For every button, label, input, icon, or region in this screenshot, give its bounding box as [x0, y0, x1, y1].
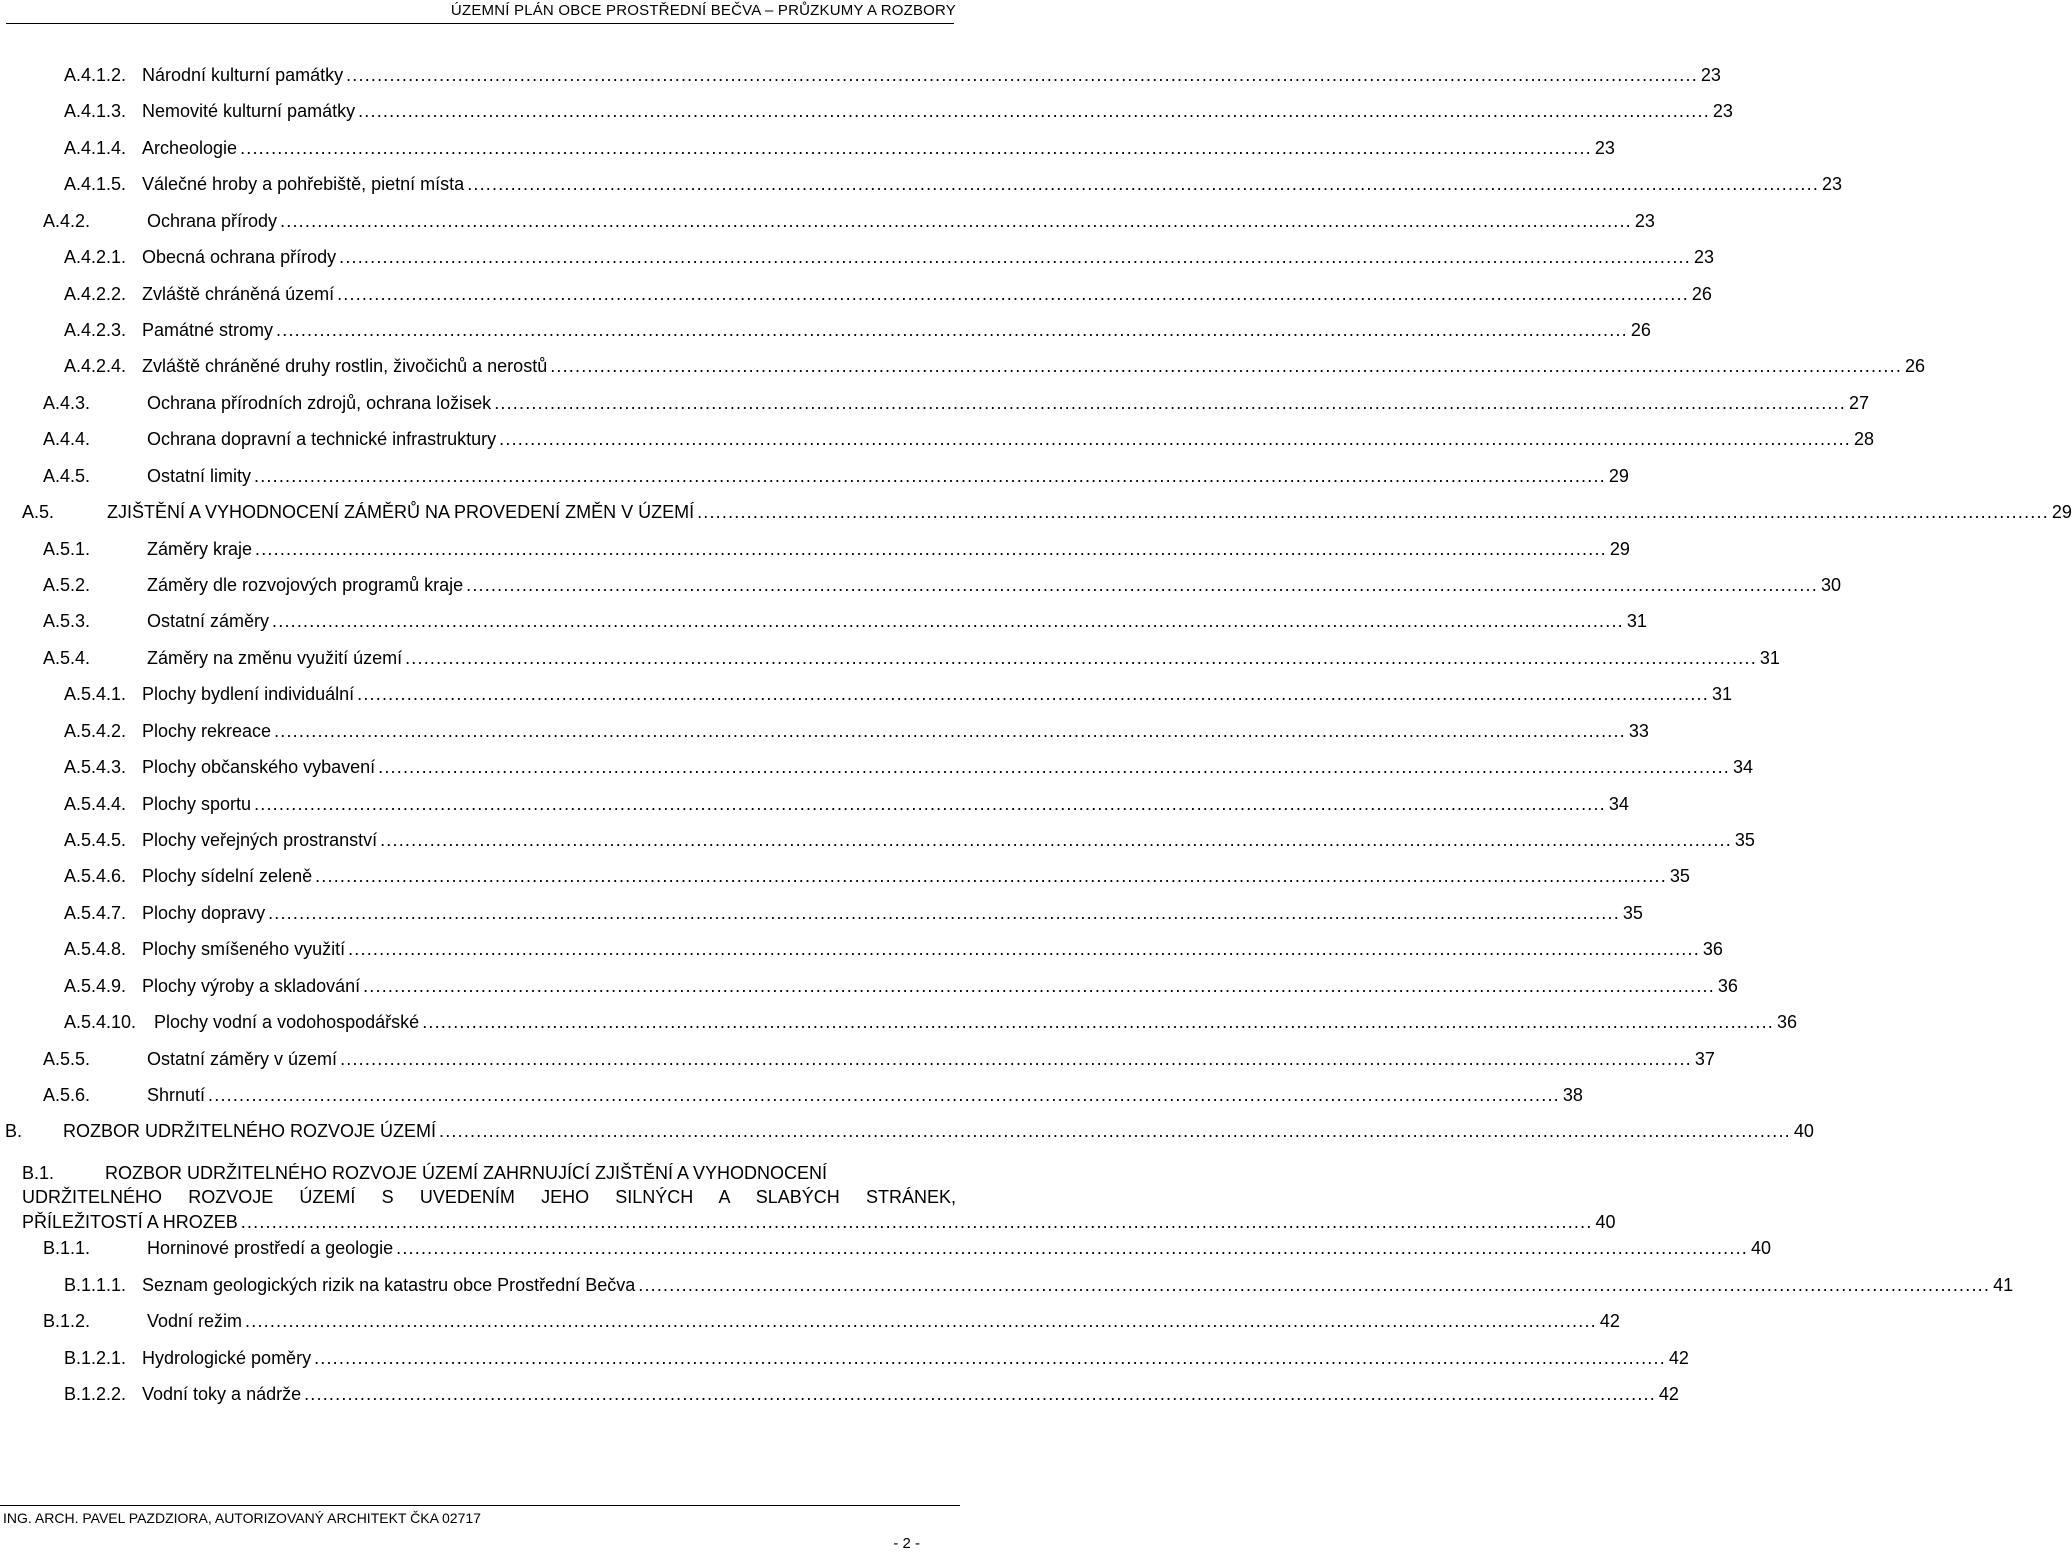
- dot-leader: ..........................................................................................................................................................................................................................: [499, 429, 1851, 449]
- toc-entry-page: 40: [1595, 1212, 1616, 1232]
- toc-entry-number: A.5.4.1.: [64, 684, 127, 704]
- toc-entry-number: A.4.2.3.: [64, 320, 127, 340]
- toc-entry-number: A.5.4.7.: [64, 903, 127, 923]
- toc-entry-title: Plochy rekreace: [142, 721, 272, 741]
- toc-entry-title: Ochrana přírodních zdrojů, ochrana ložisek: [147, 393, 492, 413]
- toc-entry[interactable]: [64, 64, 1721, 86]
- toc-entry-number: A.5.4.9.: [64, 976, 127, 996]
- toc-entry[interactable]: [43, 647, 1780, 669]
- dot-leader: ..........................................................................................................................................................................................................................: [340, 1049, 1692, 1069]
- toc-entry-number: B.: [5, 1121, 23, 1141]
- toc-entry-number: A.5.4.4.: [64, 794, 127, 814]
- toc-entry-title: Plochy smíšeného využití: [142, 939, 346, 959]
- toc-entry-number: A.4.2.2.: [64, 284, 127, 304]
- toc-entry[interactable]: [64, 100, 1733, 122]
- toc-entry-multiline[interactable]: [22, 1161, 1616, 1237]
- toc-entry-page: 29: [1609, 539, 1630, 559]
- dot-leader: ..........................................................................................................................................................................................................................: [314, 1348, 1666, 1368]
- toc-entry-page: 33: [1628, 721, 1649, 741]
- page-number: - 2 -: [893, 1535, 920, 1552]
- toc-entry[interactable]: [43, 538, 1630, 560]
- dot-leader: ..........................................................................................................................................................................................................................: [304, 1384, 1656, 1404]
- toc-entry-page: 40: [1750, 1238, 1771, 1258]
- toc-entry[interactable]: [64, 938, 1723, 960]
- toc-entry-title: Plochy výroby a skladování: [142, 976, 361, 996]
- toc-entry[interactable]: [64, 683, 1732, 705]
- toc-entry-page: 27: [1849, 393, 1870, 413]
- toc-entry-title: Plochy dopravy: [142, 903, 266, 923]
- toc-entry[interactable]: [43, 210, 1655, 232]
- toc-entry[interactable]: [43, 1048, 1715, 1070]
- toc-entry-title: ROZBOR UDRŽITELNÉHO ROZVOJE ÚZEMÍ: [63, 1121, 437, 1141]
- toc-entry-page: 23: [1700, 65, 1721, 85]
- dot-leader: ..........................................................................................................................................................................................................................: [240, 1212, 1593, 1232]
- toc-entry-number: A.4.4.: [43, 429, 91, 449]
- toc-entry-page: 36: [1717, 976, 1738, 996]
- toc-entry-number: A.4.1.3.: [64, 101, 127, 121]
- toc-entry[interactable]: [64, 975, 1738, 997]
- toc-entry-number: A.5.6.: [43, 1085, 91, 1105]
- toc-entry-title: Seznam geologických rizik na katastru obce Prostřední Bečva: [142, 1275, 636, 1295]
- toc-entry-number: A.5.4.: [43, 648, 91, 668]
- toc-entry-title: Vodní režim: [147, 1311, 243, 1331]
- toc-entry-page: 35: [1734, 830, 1755, 850]
- toc-entry-number: A.5.4.8.: [64, 939, 127, 959]
- toc-entry[interactable]: [43, 428, 1875, 450]
- dot-leader: ..........................................................................................................................................................................................................................: [467, 174, 1820, 194]
- toc-entry[interactable]: [64, 355, 1926, 377]
- toc-entry-number: A.5.5.: [43, 1049, 91, 1069]
- toc-entry-page: 26: [1630, 320, 1651, 340]
- toc-entry-title: Plochy bydlení individuální: [142, 684, 355, 704]
- toc-entry[interactable]: [64, 283, 1712, 305]
- dot-leader: ..........................................................................................................................................................................................................................: [280, 211, 1632, 231]
- dot-leader: ..........................................................................................................................................................................................................................: [638, 1275, 1991, 1295]
- toc-entry-page: 29: [2051, 502, 2072, 522]
- toc-entry-number: A.5.2.: [43, 575, 91, 595]
- dot-leader: ..........................................................................................................................................................................................................................: [268, 903, 1620, 923]
- toc-entry-page: 23: [1693, 247, 1714, 267]
- toc-entry[interactable]: [64, 793, 1629, 815]
- toc-entry[interactable]: [64, 137, 1615, 159]
- toc-entry-page: 26: [1905, 356, 1926, 376]
- toc-entry-title-line1: ROZBOR UDRŽITELNÉHO ROZVOJE ÚZEMÍ ZAHRNUJÍCÍ ZJIŠTĚNÍ A VYHODNOCENÍ: [105, 1163, 828, 1183]
- toc-entry-title: Obecná ochrana přírody: [142, 247, 337, 267]
- toc-entry-page: 36: [1702, 939, 1723, 959]
- toc-entry-page: 26: [1691, 284, 1712, 304]
- toc-entry-number: A.4.2.: [43, 211, 91, 231]
- toc-entry-number: A.5.4.6.: [64, 866, 127, 886]
- toc-entry[interactable]: [64, 1347, 1689, 1369]
- toc-entry-page: 42: [1658, 1384, 1679, 1404]
- toc-entry-page: 23: [1634, 211, 1655, 231]
- dot-leader: ..........................................................................................................................................................................................................................: [255, 539, 1607, 559]
- dot-leader: ..........................................................................................................................................................................................................................: [315, 866, 1667, 886]
- toc-entry-title: Plochy veřejných prostranství: [142, 830, 378, 850]
- dot-leader: ..........................................................................................................................................................................................................................: [339, 247, 1691, 267]
- toc-entry-title: Plochy sportu: [142, 794, 252, 814]
- dot-leader: ..........................................................................................................................................................................................................................: [337, 284, 1689, 304]
- toc-entry[interactable]: [43, 574, 1841, 596]
- toc-entry-number: A.4.1.2.: [64, 65, 127, 85]
- toc-entry-page: 23: [1712, 101, 1733, 121]
- toc-entry[interactable]: [43, 610, 1647, 632]
- dot-leader: ..........................................................................................................................................................................................................................: [550, 356, 1903, 376]
- toc-entry-title: Plochy vodní a vodohospodářské: [154, 1012, 420, 1032]
- toc-entry-page: 31: [1626, 611, 1647, 631]
- dot-leader: ..........................................................................................................................................................................................................................: [358, 101, 1710, 121]
- toc-entry[interactable]: [43, 465, 1629, 487]
- dot-leader: ..........................................................................................................................................................................................................................: [276, 320, 1628, 340]
- dot-leader: ..........................................................................................................................................................................................................................: [697, 502, 2049, 522]
- toc-entry-title: Zvláště chráněná území: [142, 284, 335, 304]
- dot-leader: ..........................................................................................................................................................................................................................: [254, 794, 1606, 814]
- toc-entry[interactable]: [43, 1237, 1771, 1259]
- toc-entry-number: A.5.4.5.: [64, 830, 127, 850]
- toc-entry-title: Plochy občanského vybavení: [142, 757, 376, 777]
- toc-entry-page: 34: [1608, 794, 1629, 814]
- toc-entry-page: 23: [1822, 174, 1843, 194]
- toc-entry[interactable]: [22, 501, 2072, 523]
- toc-entry-number: A.5.4.3.: [64, 757, 127, 777]
- dot-leader: ..........................................................................................................................................................................................................................: [348, 939, 1700, 959]
- toc-entry-title: Památné stromy: [142, 320, 274, 340]
- toc-entry-page: 42: [1599, 1311, 1620, 1331]
- toc-entry-title: Zvláště chráněné druhy rostlin, živočichů a nerostů: [142, 356, 548, 376]
- toc-entry-title: Ostatní záměry: [147, 611, 270, 631]
- toc-entry-title: Záměry kraje: [147, 539, 253, 559]
- toc-entry-page: 30: [1820, 575, 1841, 595]
- toc-entry-page: 28: [1853, 429, 1875, 449]
- toc-entry-number: B.1.: [22, 1163, 55, 1183]
- dot-leader: ..........................................................................................................................................................................................................................: [378, 757, 1730, 777]
- toc-entry[interactable]: [43, 1084, 1583, 1106]
- toc-entry-number: B.1.1.1.: [64, 1275, 127, 1295]
- toc-entry-number: A.4.5.: [43, 466, 91, 486]
- dot-leader: ..........................................................................................................................................................................................................................: [422, 1012, 1774, 1032]
- toc-entry-page: 34: [1732, 757, 1753, 777]
- toc-entry-title: Vodní toky a nádrže: [142, 1384, 302, 1404]
- toc-entry-title: Ostatní záměry v území: [147, 1049, 338, 1069]
- dot-leader: ..........................................................................................................................................................................................................................: [363, 976, 1715, 996]
- toc-entry-title: Ochrana dopravní a technické infrastruktury: [147, 429, 497, 449]
- dot-leader: ..........................................................................................................................................................................................................................: [245, 1311, 1597, 1331]
- toc-entry[interactable]: [64, 865, 1690, 887]
- toc-entry-number: B.1.2.1.: [64, 1348, 127, 1368]
- dot-leader: ..........................................................................................................................................................................................................................: [357, 684, 1709, 704]
- toc-entry-number: A.5.4.2.: [64, 721, 127, 741]
- toc-entry-title-line2: UDRŽITELNÉHO ROZVOJE ÚZEMÍ S UVEDENÍM JEHO SILNÝCH A SLABÝCH STRÁNEK,: [22, 1187, 956, 1207]
- toc-entry-page: 37: [1694, 1049, 1715, 1069]
- toc-entry-page: 23: [1594, 138, 1615, 158]
- dot-leader: ..........................................................................................................................................................................................................................: [439, 1121, 1791, 1141]
- toc-entry[interactable]: [64, 1383, 1679, 1405]
- toc-entry-page: 40: [1793, 1121, 1814, 1141]
- dot-leader: ..........................................................................................................................................................................................................................: [254, 466, 1606, 486]
- toc-entry-title: Nemovité kulturní památky: [142, 101, 356, 121]
- dot-leader: ..........................................................................................................................................................................................................................: [272, 611, 1624, 631]
- dot-leader: ..........................................................................................................................................................................................................................: [396, 1238, 1748, 1258]
- toc-entry[interactable]: [64, 902, 1643, 924]
- toc-entry-page: 29: [1608, 466, 1629, 486]
- dot-leader: ..........................................................................................................................................................................................................................: [405, 648, 1757, 668]
- toc-entry-number: A.4.1.4.: [64, 138, 127, 158]
- toc-entry[interactable]: [64, 1274, 2014, 1296]
- toc-entry[interactable]: [64, 173, 1843, 195]
- toc-entry-title: Záměry na změnu využití území: [147, 648, 403, 668]
- toc-entry[interactable]: [5, 1120, 1814, 1142]
- toc-entry-title: Záměry dle rozvojových programů kraje: [147, 575, 464, 595]
- toc-entry-title: Ostatní limity: [147, 466, 252, 486]
- toc-entry-number: A.5.: [22, 502, 55, 522]
- toc-entry[interactable]: [64, 246, 1714, 268]
- toc-entry-number: B.1.2.2.: [64, 1384, 127, 1404]
- dot-leader: ..........................................................................................................................................................................................................................: [274, 721, 1626, 741]
- dot-leader: ..........................................................................................................................................................................................................................: [380, 830, 1732, 850]
- toc-entry-number: A.5.3.: [43, 611, 91, 631]
- toc-entry-number: A.4.2.1.: [64, 247, 127, 267]
- toc-entry[interactable]: [64, 319, 1651, 341]
- toc-entry-title: Národní kulturní památky: [142, 65, 344, 85]
- toc-entry-page: 35: [1622, 903, 1643, 923]
- toc-entry[interactable]: [64, 720, 1649, 742]
- dot-leader: ..........................................................................................................................................................................................................................: [208, 1085, 1560, 1105]
- running-header: ÚZEMNÍ PLÁN OBCE PROSTŘEDNÍ BEČVA – PRŮZKUMY A ROZBORY: [450, 2, 956, 19]
- toc-entry-title: Archeologie: [142, 138, 238, 158]
- footer-rule: [0, 1505, 960, 1506]
- toc-entry-title: Válečné hroby a pohřebiště, pietní místa: [142, 174, 465, 194]
- toc-entry-title: Shrnutí: [147, 1085, 206, 1105]
- toc-entry-page: 31: [1759, 648, 1780, 668]
- toc-entry-number: A.5.4.10.: [64, 1012, 137, 1032]
- toc-entry-number: A.4.3.: [43, 393, 91, 413]
- toc-entry[interactable]: [43, 1310, 1620, 1332]
- toc-entry-page: 31: [1711, 684, 1732, 704]
- toc-entry[interactable]: [64, 1011, 1798, 1033]
- dot-leader: ..........................................................................................................................................................................................................................: [346, 65, 1698, 85]
- dot-leader: ..........................................................................................................................................................................................................................: [494, 393, 1846, 413]
- toc-entry-title: Hydrologické poměry: [142, 1348, 312, 1368]
- toc-entry-number: B.1.1.: [43, 1238, 91, 1258]
- dot-leader: ..........................................................................................................................................................................................................................: [240, 138, 1592, 158]
- toc-entry[interactable]: [43, 392, 1870, 414]
- toc-entry-title: Horninové prostředí a geologie: [147, 1238, 394, 1258]
- toc-entry-number: B.1.2.: [43, 1311, 91, 1331]
- toc-entry-title: Ochrana přírody: [147, 211, 278, 231]
- toc-entry-page: 42: [1668, 1348, 1689, 1368]
- toc-entry-page: 38: [1562, 1085, 1583, 1105]
- toc-entry-title-line3: PŘÍLEŽITOSTÍ A HROZEB: [22, 1212, 238, 1232]
- toc-entry-number: A.4.2.4.: [64, 356, 127, 376]
- toc-entry[interactable]: [64, 756, 1753, 778]
- footer-author: ING. ARCH. PAVEL PAZDZIORA, AUTORIZOVANÝ ARCHITEKT ČKA 02717: [3, 1510, 481, 1526]
- toc-entry-title: ZJIŠTĚNÍ A VYHODNOCENÍ ZÁMĚRŮ NA PROVEDENÍ ZMĚN V ÚZEMÍ: [107, 502, 695, 522]
- toc-entry-number: A.4.1.5.: [64, 174, 127, 194]
- toc-entry[interactable]: [64, 829, 1755, 851]
- dot-leader: ..........................................................................................................................................................................................................................: [466, 575, 1818, 595]
- toc-entry-title: Plochy sídelní zeleně: [142, 866, 313, 886]
- toc-entry-page: 35: [1669, 866, 1690, 886]
- toc-entry-number: A.5.1.: [43, 539, 91, 559]
- toc-entry-page: 36: [1777, 1012, 1798, 1032]
- header-rule: [6, 23, 954, 24]
- toc-entry-page: 41: [1993, 1275, 2014, 1295]
